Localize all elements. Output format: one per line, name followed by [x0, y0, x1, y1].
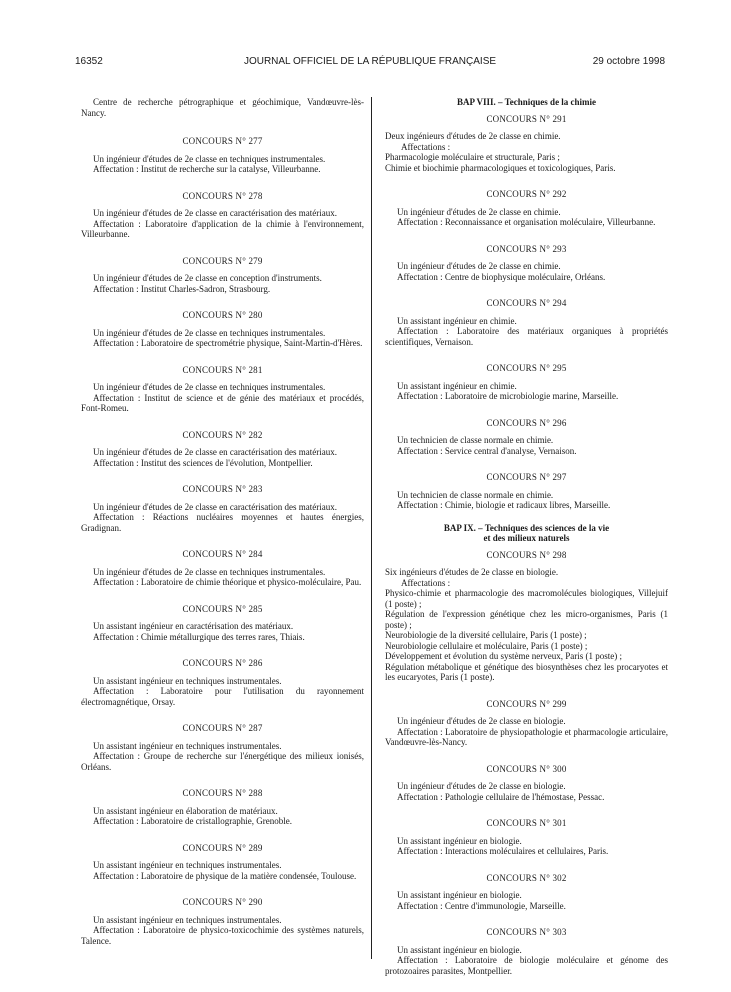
concours-title: CONCOURS N° 282	[182, 429, 263, 440]
concours-affectation: Affectation : Reconnaissance et organisation moléculaire, Villeurbanne.	[397, 217, 656, 227]
concours-post: Un ingénieur d'études de 2e classe en techniques instrumentales.	[93, 153, 326, 164]
concours-affectation: Affectation : Laboratoire pour l'utilisation du rayonnement électromagnétique, Orsay.	[81, 686, 364, 707]
concours-affectation: Affectation : Centre d'immunologie, Marseille.	[397, 900, 566, 911]
concours-title: CONCOURS N° 289	[182, 842, 263, 853]
bap-ix-heading	[385, 523, 668, 544]
journal-title: JOURNAL OFFICIEL DE LA RÉPUBLIQUE FRANÇAISE	[243, 56, 497, 67]
affectations-label: Affectations :	[401, 577, 451, 588]
concours-298	[385, 550, 668, 683]
affectation-line: Chimie et biochimie pharmacologiques et toxicologiques, Paris.	[385, 162, 616, 173]
concours-284	[81, 549, 364, 588]
concours-278	[81, 191, 364, 240]
concours-title: CONCOURS N° 298	[486, 549, 567, 560]
concours-title: CONCOURS N° 287	[182, 723, 263, 733]
concours-294	[385, 298, 668, 347]
concours-295	[385, 363, 668, 402]
concours-affectation: Affectation : Interactions moléculaires et cellulaires, Paris.	[397, 846, 609, 856]
concours-title: CONCOURS N° 291	[486, 113, 567, 124]
concours-title: CONCOURS N° 294	[486, 298, 567, 308]
concours-282	[81, 430, 364, 469]
concours-affectation: Affectation : Chimie métallurgique des terres rares, Thiais.	[93, 631, 305, 642]
concours-title: CONCOURS N° 281	[182, 364, 263, 375]
concours-post: Un ingénieur d'études de 2e classe en techniques instrumentales.	[93, 566, 326, 577]
concours-title: CONCOURS N° 299	[486, 698, 567, 709]
concours-title: CONCOURS N° 279	[182, 255, 263, 266]
concours-279	[81, 256, 364, 295]
concours-title: CONCOURS N° 285	[182, 603, 263, 614]
concours-286	[81, 658, 364, 707]
concours-post: Un ingénieur d'études de 2e classe en caractérisation des matériaux.	[93, 447, 338, 457]
concours-title: CONCOURS N° 303	[486, 927, 567, 937]
concours-296	[385, 418, 668, 457]
publication-date: 29 octobre 1998	[592, 56, 665, 67]
affectation-line: Neurobiologie cellulaire et moléculaire, Paris (1 poste) ;	[385, 640, 588, 651]
concours-affectation: Affectation : Laboratoire de physico-toxicochimie des systèmes naturels, Talence.	[81, 925, 364, 946]
concours-title: CONCOURS N° 284	[182, 549, 263, 559]
concours-title: CONCOURS N° 283	[182, 484, 263, 494]
concours-affectation: Affectation : Chimie, biologie et radicaux libres, Marseille.	[397, 500, 611, 510]
concours-post: Un ingénieur d'études de 2e classe en caractérisation des matériaux.	[93, 208, 338, 218]
concours-post: Un ingénieur d'études de 2e classe en biologie.	[397, 716, 566, 726]
concours-title: CONCOURS N° 293	[486, 243, 567, 254]
concours-288	[81, 788, 364, 827]
page-header	[75, 56, 665, 70]
concours-affectation: Affectation : Groupe de recherche sur l'énergétique des milieux ionisés, Orléans.	[81, 751, 364, 772]
concours-post: Un technicien de classe normale en chimie.	[397, 435, 554, 445]
concours-292	[385, 189, 668, 228]
concours-affectation: Affectation : Institut de science et de génie des matériaux et procédés, Font-Romeu.	[81, 392, 364, 413]
concours-title: CONCOURS N° 280	[182, 310, 263, 320]
concours-285	[81, 604, 364, 643]
concours-301	[385, 818, 668, 857]
concours-300	[385, 764, 668, 803]
concours-299	[385, 699, 668, 748]
concours-post: Un ingénieur d'études de 2e classe en biologie.	[397, 781, 566, 791]
concours-293	[385, 244, 668, 283]
intro-paragraph	[81, 97, 364, 118]
affectations-label: Affectations :	[401, 141, 451, 152]
concours-post: Un ingénieur d'études de 2e classe en techniques instrumentales.	[93, 382, 326, 392]
affectation-line: Physico-chimie et pharmacologie des macromolécules biologiques, Villejuif (1 poste) ;	[385, 588, 668, 609]
concours-affectation: Affectation : Centre de biophysique moléculaire, Orléans.	[397, 271, 606, 282]
concours-title: CONCOURS N° 297	[486, 472, 567, 482]
concours-283	[81, 484, 364, 533]
concours-affectation: Affectation : Institut des sciences de l'évolution, Montpellier.	[93, 457, 313, 468]
concours-affectation: Affectation : Laboratoire de biologie moléculaire et génome des protozoaires parasites, Montpellier.	[385, 955, 668, 976]
affectation-line: Régulation de l'expression génétique chez les micro-organismes, Paris (1 poste) ;	[385, 609, 668, 630]
concours-291	[385, 114, 668, 174]
concours-affectation: Affectation : Laboratoire des matériaux organiques à propriétés scientifiques, Vernaison.	[385, 326, 668, 347]
concours-affectation: Affectation : Institut Charles-Sadron, Strasbourg.	[93, 283, 271, 294]
bap-ix-heading-line2: et des milieux naturels	[483, 533, 570, 543]
concours-affectation: Affectation : Institut de recherche sur la catalyse, Villeurbanne.	[93, 164, 321, 174]
concours-post: Un assistant ingénieur en chimie.	[397, 380, 517, 391]
concours-title: CONCOURS N° 278	[182, 190, 263, 201]
concours-post: Un assistant ingénieur en techniques instrumentales.	[93, 860, 282, 870]
bap-viii-heading: BAP VIII. – Techniques de la chimie	[456, 97, 597, 107]
concours-post: Un assistant ingénieur en biologie.	[397, 890, 522, 900]
concours-post: Un assistant ingénieur en élaboration de matériaux.	[93, 805, 278, 816]
concours-post: Un assistant ingénieur en biologie.	[397, 835, 522, 846]
concours-affectation: Affectation : Laboratoire de spectrométrie physique, Saint-Martin-d'Hères.	[93, 338, 363, 348]
concours-post: Un assistant ingénieur en techniques instrumentales.	[93, 675, 282, 686]
concours-281	[81, 365, 364, 414]
concours-post: Un assistant ingénieur en techniques instrumentales.	[93, 914, 282, 925]
concours-post: Un ingénieur d'études de 2e classe en techniques instrumentales.	[93, 327, 326, 338]
bap-ix-heading-line1: BAP IX. – Techniques des sciences de la vie	[443, 522, 610, 533]
affectation-line: Neurobiologie de la diversité cellulaire, Paris (1 poste) ;	[385, 630, 587, 640]
intro-text: Centre de recherche pétrographique et géochimique, Vandœuvre-lès-Nancy.	[81, 97, 364, 118]
column-divider	[371, 97, 372, 959]
concours-277	[81, 136, 364, 175]
concours-post: Six ingénieurs d'études de 2e classe en biologie.	[385, 567, 559, 577]
concours-post: Un assistant ingénieur en chimie.	[397, 315, 517, 326]
right-column	[385, 97, 668, 992]
concours-post: Un assistant ingénieur en biologie.	[397, 944, 522, 955]
concours-title: CONCOURS N° 301	[486, 818, 567, 828]
concours-affectation: Affectation : Service central d'analyse, Vernaison.	[397, 445, 577, 456]
concours-title: CONCOURS N° 296	[486, 417, 567, 428]
concours-affectation: Affectation : Laboratoire de cristallographie, Grenoble.	[93, 816, 293, 826]
concours-affectation: Affectation : Réactions nucléaires moyennes et hautes énergies, Gradignan.	[81, 512, 364, 533]
left-column	[81, 97, 364, 962]
concours-affectation: Affectation : Laboratoire d'application de la chimie à l'environnement, Villeurbanne.	[81, 218, 364, 239]
concours-302	[385, 873, 668, 912]
affectation-line: Développement et évolution du système nerveux, Paris (1 poste) ;	[385, 651, 622, 661]
concours-post: Un ingénieur d'études de 2e classe en caractérisation des matériaux.	[93, 501, 338, 512]
concours-affectation: Affectation : Laboratoire de chimie théorique et physico-moléculaire, Pau.	[93, 577, 362, 587]
concours-post: Un assistant ingénieur en techniques instrumentales.	[93, 740, 282, 751]
concours-affectation: Affectation : Laboratoire de microbiologie marine, Marseille.	[397, 391, 619, 401]
concours-280	[81, 310, 364, 349]
concours-affectation: Affectation : Pathologie cellulaire de l'hémostase, Pessac.	[397, 791, 605, 802]
concours-title: CONCOURS N° 277	[182, 136, 263, 146]
concours-title: CONCOURS N° 286	[182, 658, 263, 668]
affectation-line: Pharmacologie moléculaire et structurale, Paris ;	[385, 152, 560, 162]
concours-title: CONCOURS N° 292	[486, 189, 567, 199]
concours-297	[385, 472, 668, 511]
concours-title: CONCOURS N° 300	[486, 763, 567, 774]
concours-303	[385, 927, 668, 976]
concours-post: Un ingénieur d'études de 2e classe en chimie.	[397, 261, 561, 271]
concours-affectation: Affectation : Laboratoire de physiopathologie et pharmacologie articulaire, Vandœuvre-lès-Nancy.	[385, 726, 668, 747]
concours-title: CONCOURS N° 295	[486, 363, 567, 373]
concours-title: CONCOURS N° 288	[182, 788, 263, 798]
concours-289	[81, 843, 364, 882]
concours-post: Un ingénieur d'études de 2e classe en conception d'instruments.	[93, 273, 322, 283]
concours-post: Un assistant ingénieur en caractérisation des matériaux.	[93, 621, 294, 631]
concours-post: Un ingénieur d'études de 2e classe en chimie.	[397, 206, 561, 217]
affectation-line: Régulation métabolique et génétique des biosynthèses chez les procaryotes et les eucaryotes, Paris (1 poste).	[385, 661, 668, 682]
concours-title: CONCOURS N° 290	[182, 897, 263, 907]
page-number: 16352	[75, 56, 103, 67]
concours-287	[81, 723, 364, 772]
concours-290	[81, 897, 364, 946]
concours-affectation: Affectation : Laboratoire de physique de la matière condensée, Toulouse.	[93, 870, 357, 881]
concours-post: Un technicien de classe normale en chimie.	[397, 489, 554, 500]
concours-post: Deux ingénieurs d'études de 2e classe en chimie.	[385, 131, 561, 141]
concours-title: CONCOURS N° 302	[486, 872, 567, 883]
